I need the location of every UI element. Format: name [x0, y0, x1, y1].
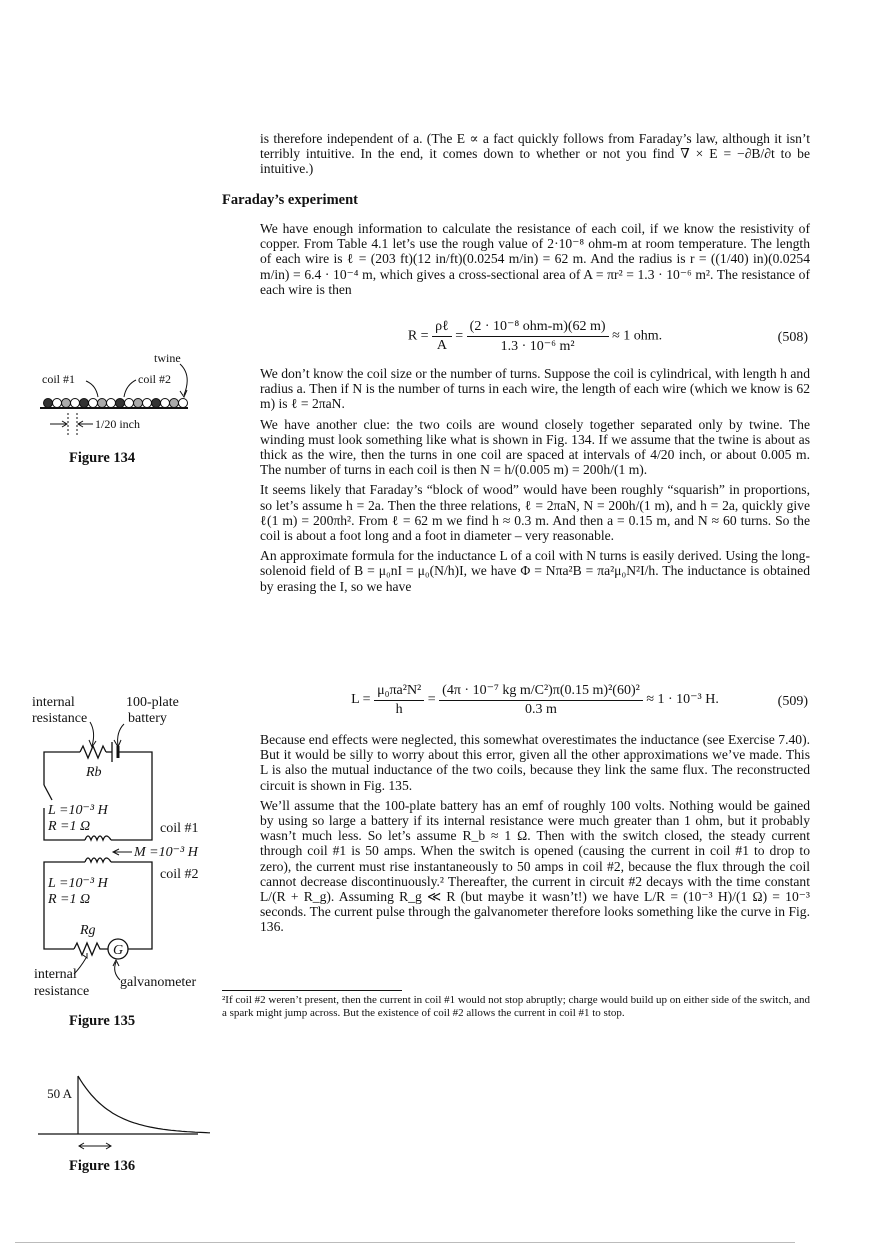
fig134-label-coil2: coil #2 — [138, 372, 171, 386]
fig135-wire-c1-right — [111, 752, 152, 840]
fig134-label-twine: twine — [154, 351, 181, 365]
fig135-label-R2: R =1 Ω — [48, 892, 91, 907]
fig135-label-internal-top: internal — [32, 695, 75, 710]
eq508-f2-num: (2 · 10⁻⁸ ohm-m)(62 m) — [467, 318, 609, 337]
body-block-1 — [260, 221, 810, 302]
eq509-number: (509) — [777, 694, 808, 709]
fig135-caption: Figure 135 — [69, 1013, 136, 1029]
fig135-label-rb: Rb — [86, 765, 102, 780]
eq508-fraction-2 — [467, 318, 609, 355]
paragraph-end-effects: Because end effects were neglected, this somewhat overestimates the inductance (see Exercise 7.40). But it would be silly to worry about this error, given all the other approximations we’ve made. This L is also the mutual inductance of the two coils, because they link the same flux. The reconstructed circuit is shown in Fig. 135. — [260, 732, 810, 793]
eq508-f1-num: ρℓ — [432, 319, 452, 337]
paragraph-resistivity: We have enough information to calculate the resistance of each coil, if we know the resistivity of copper. From Table 4.1 let’s use the rough value of 2·10⁻⁸ ohm-m at room temperature. The length of each wire is ℓ = (203 ft)(12 in/ft)(0.0254 m/in) = 62 m. And the radius is r = ((1/40) in)(0.0254 m/in) = 6.4 · 10⁻⁴ m, which gives a cross-sectional area of A = πr² = 1.3 · 10⁻⁶ m². The resistance of each wire is then — [260, 221, 810, 297]
fig134-label-spacing: 1/20 inch — [95, 417, 140, 431]
eq508-fraction-1 — [432, 319, 452, 354]
fig135-label-M: M =10⁻³ H — [134, 845, 198, 860]
equation-509 — [260, 682, 810, 722]
fig134-caption: Figure 134 — [69, 450, 136, 466]
eq509-lhs: L = — [351, 692, 371, 708]
paragraph-intro: is therefore independent of a. (The E ∝ a fact quickly follows from Faraday’s law, although it isn’t terribly intuitive. In the end, it comes down to whether or not you find ∇ × E = −∂B/∂t to be intuitive.) — [260, 131, 810, 177]
fig136-label-current: 50 A — [47, 1086, 72, 1102]
paragraph-coil-size: We don’t know the coil size or the number of turns. Suppose the coil is cylindrical, with length h and radius a. Then if N is the number of turns in each wire, the length of each wire (which we know is 62 m) is ℓ = 2πaN. — [260, 366, 810, 412]
eq508-rhs: ≈ 1 ohm. — [612, 328, 663, 344]
eq509-f1-den: h — [395, 701, 403, 717]
fig134-arrowhead-twine — [180, 390, 187, 397]
intro-paragraph — [260, 131, 810, 182]
fig135-label-L1: L =10⁻³ H — [48, 803, 108, 818]
figure-134-diagram — [30, 345, 210, 440]
fig135-label-rg: Rg — [80, 923, 96, 938]
eq508-equals: = — [455, 328, 464, 344]
fig136-label-time — [79, 1149, 111, 1150]
fig135-arrowhead-internal-bottom — [83, 953, 87, 958]
footnote: ²If coil #2 weren’t present, then the current in coil #1 would not stop abruptly; charge would build up on either side of the switch, and a spark might jump across. But the existence of coil #2 allows the current in coil #1 to stop. — [222, 994, 810, 1019]
body-block-3 — [260, 732, 810, 940]
body-block-2 — [260, 366, 810, 599]
eq509-rhs: ≈ 1 · 10⁻³ H. — [646, 692, 719, 708]
fig135-resistor-rg — [74, 943, 108, 955]
fig135-switch — [44, 785, 52, 800]
fig135-coil2-winding — [85, 858, 111, 862]
eq508-f1-den: A — [436, 338, 447, 353]
eq509-f1-num: μ₀πa²N² — [374, 683, 424, 701]
fig135-label-galvanometer: galvanometer — [120, 975, 197, 990]
fig134-label-coil1: coil #1 — [42, 372, 75, 386]
fig134-arrow-twine — [180, 364, 187, 395]
fig135-label-resistance-top: resistance — [32, 711, 88, 726]
fig135-label-R1: R =1 Ω — [48, 819, 91, 834]
fig136-decay-curve — [78, 1076, 210, 1134]
fig135-arrow-battery — [118, 724, 124, 746]
section-title: Faraday’s experiment — [222, 192, 358, 208]
eq508-f2-den: 1.3 · 10⁻⁶ m² — [500, 339, 575, 354]
page-bottom-rule — [15, 1242, 795, 1243]
fig135-label-coil2: coil #2 — [160, 867, 199, 882]
equation-508 — [260, 318, 810, 358]
fig135-wire-c2-right — [111, 862, 152, 949]
eq509-f2-den: 0.3 m — [525, 702, 557, 717]
fig136-caption: Figure 136 — [69, 1158, 136, 1174]
eq508-lhs: R = — [407, 328, 429, 344]
fig134-arrow-coil2 — [124, 380, 136, 397]
fig135-coil1-winding — [85, 836, 111, 840]
figure-136-plot — [30, 1060, 210, 1150]
footnote-rule — [222, 990, 402, 991]
fig135-label-resistance-bottom: resistance — [34, 984, 90, 999]
eq509-equals: = — [427, 692, 436, 708]
fig135-resistor-rb — [80, 746, 106, 758]
fig135-label-G: G — [113, 943, 124, 958]
paragraph-twine: We have another clue: the two coils are wound closely together separated only by twine. The winding must look something like what is shown in Fig. 134. If we assume that the twine is about as thick as the wire, then the turns in one coil are spaced at intervals of 4/20 inch, or about 0.005 m. The number of turns in each coil is then N = h/(0.005 m) = 200h/(1 m). — [260, 416, 810, 478]
figure-135-circuit — [28, 690, 218, 1005]
fig135-label-L2: L =10⁻³ H — [48, 876, 108, 891]
fig134-wire-row — [44, 399, 188, 408]
eq509-f2-num: (4π · 10⁻⁷ kg m/C²)π(0.15 m)²(60)² — [439, 682, 643, 701]
eq508-number: (508) — [777, 330, 808, 345]
paragraph-battery: We’ll assume that the 100-plate battery has an emf of roughly 100 volts. Nothing would be gained by using so large a battery if its internal resistance were much greater than 1 ohm, but it probably wasn’t much less. So let’s assume R_b ≈ 1 Ω. Then with the switch closed, the steady current through coil #1 is 50 amps. When the switch is opened (causing the current in coil #1 to drop to zero), the current must rise instantaneously to 50 amps in coil #2, because the flux through the coil cannot decrease discontinuously.² Thereafter, the current in circuit #2 decays with the time constant L/(R + R_g). Assuming R_g ≪ R (but maybe it wasn’t!) we have L/R = (10⁻³ H)/(1 Ω) = 10⁻³ seconds. The current pulse through the galvanometer therefore looks something like the curve in Fig. 136. — [260, 797, 810, 935]
fig135-wire-c1-left — [44, 752, 80, 785]
fig134-arrow-coil1 — [86, 381, 98, 397]
fig135-label-coil1: coil #1 — [160, 821, 199, 836]
fig135-label-battery2: battery — [128, 711, 167, 726]
fig135-label-internal-bottom: internal — [34, 967, 77, 982]
fig135-label-battery1: 100-plate — [126, 695, 179, 710]
eq509-fraction-1 — [374, 683, 424, 718]
paragraph-inductance: An approximate formula for the inductance L of a coil with N turns is easily derived. Using the long-solenoid field of B = μ₀nI = μ₀(N/h)I, we have Φ = Nπa²B = πa²μ₀N²I/h. The inductance is obtained by erasing the I, so we have — [260, 548, 810, 594]
paragraph-squarish: It seems likely that Faraday’s “block of wood” would have been roughly “squarish” in proportions, so let’s assume h = 2a. Then the three relations, ℓ = 2πaN, N = 200h/(1 m), and h = 2a, quickly give ℓ(1 m) = 200πh². From ℓ = 62 m we find h ≈ 0.3 m. And then a = 0.15 m, and N ≈ 60 turns. So the coil is about a foot long and a foot in diameter – very reasonable. — [260, 482, 810, 544]
eq509-fraction-2 — [439, 682, 643, 718]
